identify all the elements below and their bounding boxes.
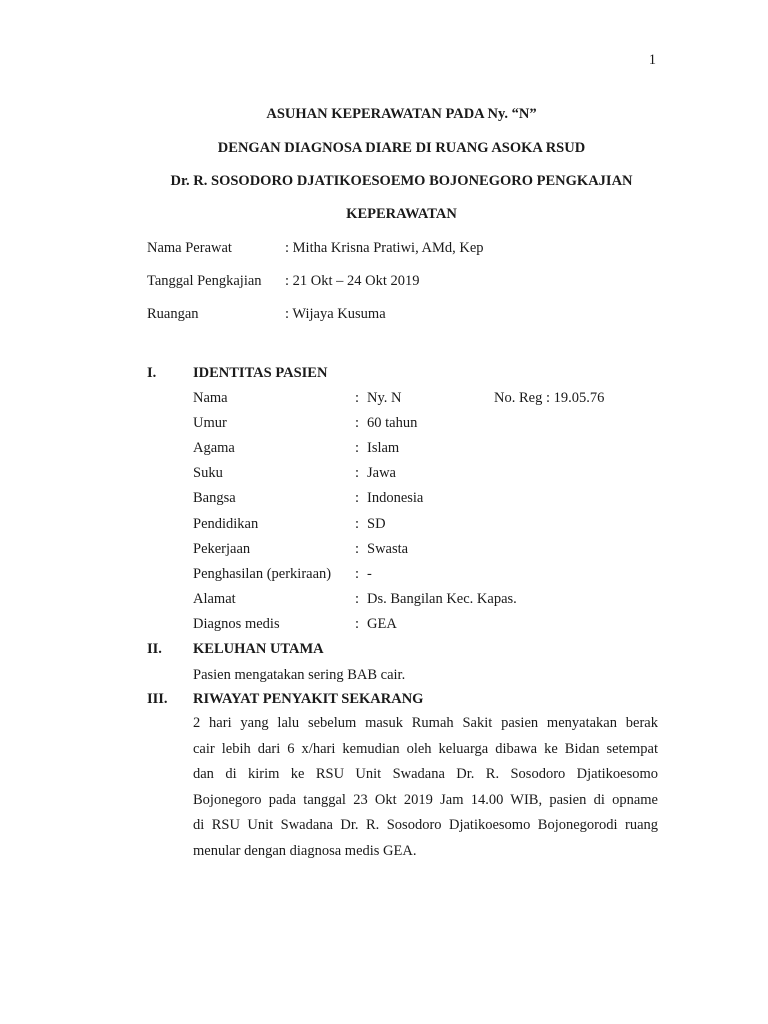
identity-colon: : xyxy=(355,591,360,607)
assessment-date-label: Tanggal Pengkajian xyxy=(147,273,262,289)
chief-complaint-text: Pasien mengatakan sering BAB cair. xyxy=(193,667,406,683)
identity-label-pendidikan: Pendidikan xyxy=(193,516,259,532)
nurse-name-value: : Mitha Krisna Pratiwi, AMd, Kep xyxy=(285,240,484,256)
section-1-number: I. xyxy=(147,365,157,381)
page-number: 1 xyxy=(648,52,656,68)
identity-value-alamat: Ds. Bangilan Kec. Kapas. xyxy=(367,591,517,607)
paragraph-line: 2 hari yang lalu sebelum masuk Rumah Sakit pasien menyatakan berak xyxy=(193,715,658,731)
identity-label-bangsa: Bangsa xyxy=(193,490,236,506)
identity-colon: : xyxy=(355,415,360,431)
identity-value-pendidikan: SD xyxy=(367,516,386,532)
identity-label-diagnos: Diagnos medis xyxy=(193,616,280,632)
document-title-line-4: KEPERAWATAN xyxy=(346,206,457,222)
identity-colon: : xyxy=(355,541,360,557)
registration-number: No. Reg : 19.05.76 xyxy=(494,390,605,406)
section-3-title: RIWAYAT PENYAKIT SEKARANG xyxy=(193,691,424,707)
section-2-number: II. xyxy=(147,641,162,657)
identity-colon: : xyxy=(355,566,360,582)
paragraph-line: di RSU Unit Swadana Dr. R. Sosodoro Djatikoesomo Bojonegorodi ruang xyxy=(193,817,658,834)
room-value: : Wijaya Kusuma xyxy=(285,306,386,322)
identity-label-penghasilan: Penghasilan (perkiraan) xyxy=(193,566,332,582)
identity-colon: : xyxy=(355,465,360,481)
illness-history-paragraph xyxy=(193,711,658,865)
section-2-title: KELUHAN UTAMA xyxy=(193,641,324,657)
paragraph-line: menular dengan diagnosa medis GEA. xyxy=(193,842,417,859)
paragraph-line: cair lebih dari 6 x/hari kemudian oleh keluarga dibawa ke Bidan setempat xyxy=(193,740,658,757)
identity-label-pekerjaan: Pekerjaan xyxy=(193,541,251,557)
identity-colon: : xyxy=(355,440,360,456)
assessment-date-value: : 21 Okt – 24 Okt 2019 xyxy=(285,273,420,289)
identity-value-penghasilan: - xyxy=(367,566,372,582)
identity-colon: : xyxy=(355,490,360,506)
paragraph-line: Bojonegoro pada tanggal 23 Okt 2019 Jam 14.00 WIB, pasien di opname xyxy=(193,791,658,808)
document-title-line-3: Dr. R. SOSODORO DJATIKOESOEMO BOJONEGORO PENGKAJIAN xyxy=(170,173,633,189)
identity-label-alamat: Alamat xyxy=(193,591,236,607)
room-label: Ruangan xyxy=(147,306,199,322)
identity-value-nama: Ny. N xyxy=(367,390,402,406)
paragraph-line: dan di kirim ke RSU Unit Swadana Dr. R. Sosodoro Djatikoesomo xyxy=(193,766,658,783)
identity-value-pekerjaan: Swasta xyxy=(367,541,409,557)
document-title-line-2: DENGAN DIAGNOSA DIARE DI RUANG ASOKA RSUD xyxy=(217,140,586,156)
identity-colon: : xyxy=(355,516,360,532)
section-3-number: III. xyxy=(147,691,168,707)
nurse-name-label: Nama Perawat xyxy=(147,240,232,256)
identity-value-bangsa: Indonesia xyxy=(367,490,424,506)
identity-value-suku: Jawa xyxy=(367,465,396,481)
identity-label-umur: Umur xyxy=(193,415,227,431)
identity-label-suku: Suku xyxy=(193,465,223,481)
identity-label-agama: Agama xyxy=(193,440,235,456)
identity-value-agama: Islam xyxy=(367,440,400,456)
identity-label-nama: Nama xyxy=(193,390,228,406)
identity-value-umur: 60 tahun xyxy=(367,415,418,431)
identity-colon: : xyxy=(355,616,360,632)
identity-colon: : xyxy=(355,390,360,406)
section-1-title: IDENTITAS PASIEN xyxy=(193,365,328,381)
document-title-line-1: ASUHAN KEPERAWATAN PADA Ny. “N” xyxy=(266,106,537,122)
identity-value-diagnos: GEA xyxy=(367,616,397,632)
